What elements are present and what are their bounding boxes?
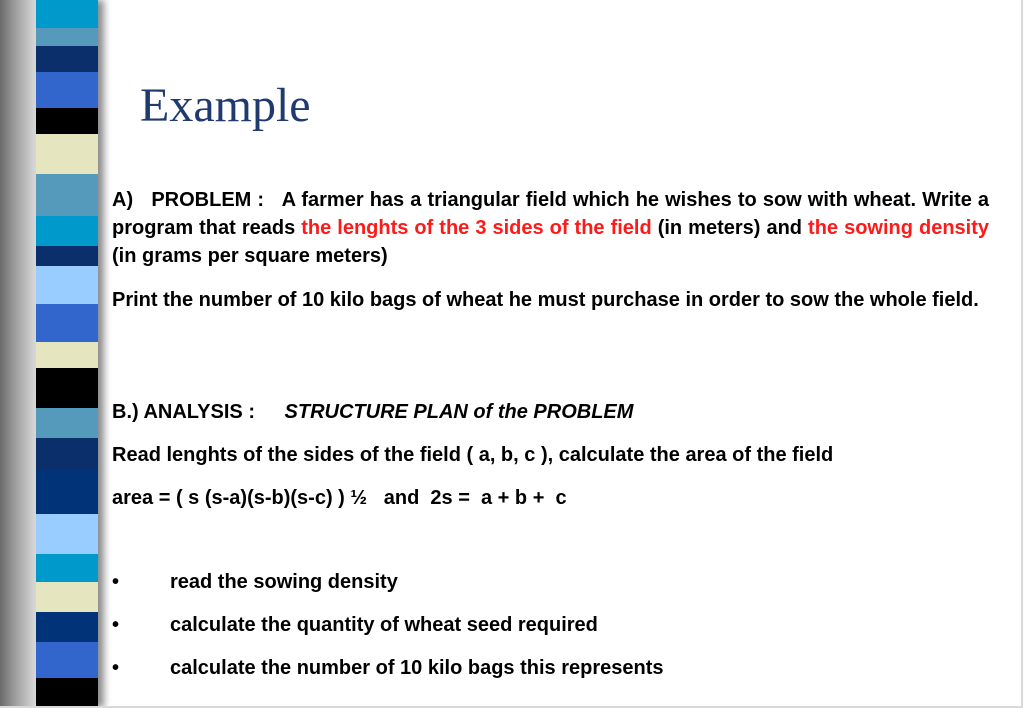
stripe-segment [36,134,98,174]
structure-plan-heading: STRUCTURE PLAN of the PROBLEM [284,401,634,423]
area-formula: area = ( s (s-a)(s-b)(s-c) ) ½ and 2s = a + b + c [112,487,567,509]
stripe-segment [36,304,98,342]
stripe-segment [36,28,98,46]
stripe-segment [36,438,98,470]
analysis-line [112,398,989,426]
stripe-segment [36,266,98,304]
stripe-segment [36,408,98,438]
stripe-segment [36,612,98,642]
bullet-dot: • [112,657,120,679]
stripe-segment [36,342,98,368]
problem-text-3: (in grams per square meters) [112,245,388,267]
problem-highlight-sides: the lenghts of the 3 sides of the field [301,217,652,239]
problem-paragraph [112,186,989,270]
bullet-dot: • [112,614,120,636]
stripe-segment [36,678,98,708]
bullet-item [112,654,664,682]
bullet-dot: • [112,571,120,593]
stripe-segment [36,0,98,28]
stripe-segment [36,46,98,72]
stripe-segment [36,368,98,408]
bullet-item [112,611,598,639]
stripe-segment [36,72,98,108]
stripe-segment [36,108,98,134]
stripe-segment [36,174,98,216]
decorative-stripe-bar [36,0,98,708]
analysis-label: B.) ANALYSIS : [112,401,255,423]
stripe-segment [36,216,98,246]
read-sides-line: Read lenghts of the sides of the field ( a, b, c ), calculate the area of the field [112,444,834,466]
problem-label: A) [112,189,134,211]
bullet-text: calculate the quantity of wheat seed required [170,614,598,636]
bullet-item [112,568,398,596]
stripe-segment [36,642,98,678]
stripe-segment [36,246,98,266]
left-shadow [0,0,40,708]
bullet-text: calculate the number of 10 kilo bags this represents [170,657,664,679]
bullet-text: read the sowing density [170,571,398,593]
stripe-segment [36,582,98,612]
slide-title: Example [140,79,311,132]
print-paragraph: Print the number of 10 kilo bags of wheat he must purchase in order to sow the whole field. [112,289,979,311]
problem-text-1: A farmer has a triangular field which he wishes to sow with wheat. Write a program that reads [112,189,990,239]
problem-highlight-density: the sowing density [808,217,990,239]
problem-text-2: (in meters) and [657,217,803,239]
stripe-segment [36,470,98,514]
stripe-segment [36,554,98,582]
problem-lead: PROBLEM : [151,189,265,211]
stripe-segment [36,514,98,554]
